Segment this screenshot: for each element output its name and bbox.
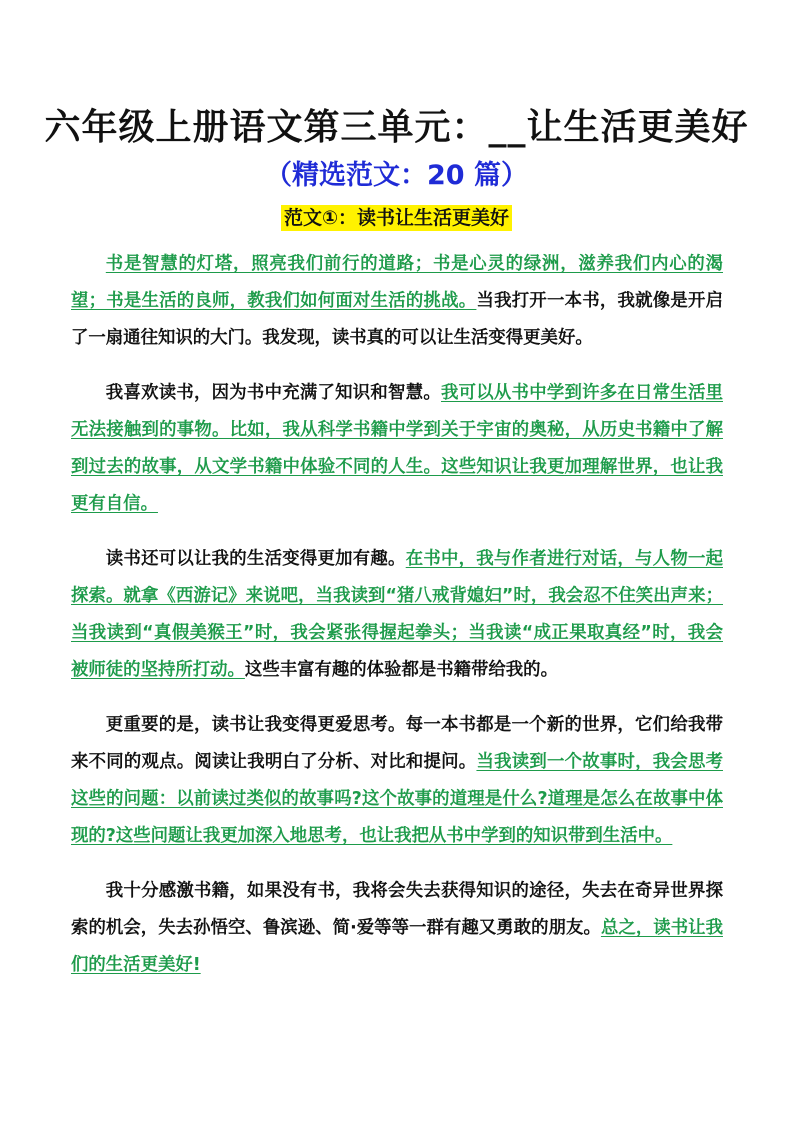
highlighted-sentence: 在书中，我与作者进行对话，与人物一起探索。就拿《西游记》来说吧，当我读到“猪八戒背媳妇”时，我会忍不住笑出声来；当我读到“真假美猴王”时，我会紧张得握起拳头；当我读“成正果取真经”时，我会被师徒的坚持所打动。 [71, 549, 723, 680]
paragraph-text: 读书还可以让我的生活变得更加有趣。 [105, 549, 406, 569]
essay-paragraph [71, 541, 723, 689]
highlighted-sentence: 当我读到一个故事时，我会思考这些的问题：以前读过类似的故事吗?这个故事的道理是什么?道理是怎么在故事中体现的?这些问题让我更加深入地思考，也让我把从书中学到的知识带到生活中。 [71, 752, 723, 846]
highlighted-sentence: 我可以从书中学到许多在日常生活里无法接触到的事物。比如，我从科学书籍中学到关于宇宙的奥秘，从历史书籍中了解到过去的故事，从文学书籍中体验不同的人生。这些知识让我更加理解世界，也让我更有自信。 [71, 383, 723, 514]
essay-heading-wrapper [0, 203, 793, 233]
essay-paragraph [71, 246, 723, 357]
highlighted-sentence: 书是智慧的灯塔，照亮我们前行的道路；书是心灵的绿洲，滋养我们内心的渴望；书是生活的良师，教我们如何面对生活的挑战。 [71, 254, 723, 311]
paragraph-text: 当我打开一本书，我就像是开启了一扇通往知识的大门。我发现，读书真的可以让生活变得更美好。 [71, 291, 723, 348]
highlighted-sentence: 总之，读书让我们的生活更美好! [71, 918, 723, 975]
document-title: 六年级上册语文第三单元：__让生活更美好 [44, 107, 749, 148]
document-subtitle: （精选范文：20 篇） [265, 160, 528, 191]
essay-heading: 范文①：读书让生活更美好 [281, 205, 512, 231]
paragraph-text: 我十分感激书籍，如果没有书，我将会失去获得知识的途径，失去在奇异世界探索的机会，失去孙悟空、鲁滨逊、简·爱等等一群有趣又勇敢的朋友。 [71, 881, 723, 938]
essay-paragraph [71, 707, 723, 855]
paragraph-text: 我喜欢读书，因为书中充满了知识和智慧。 [105, 383, 441, 403]
essay-body [71, 246, 723, 1002]
essay-paragraph [71, 873, 723, 984]
essay-paragraph [71, 375, 723, 523]
paragraph-text: 更重要的是，读书让我变得更爱思考。每一本书都是一个新的世界，它们给我带来不同的观点。阅读让我明白了分析、对比和提问。 [71, 715, 723, 772]
paragraph-text: 这些丰富有趣的体验都是书籍带给我的。 [244, 660, 558, 680]
